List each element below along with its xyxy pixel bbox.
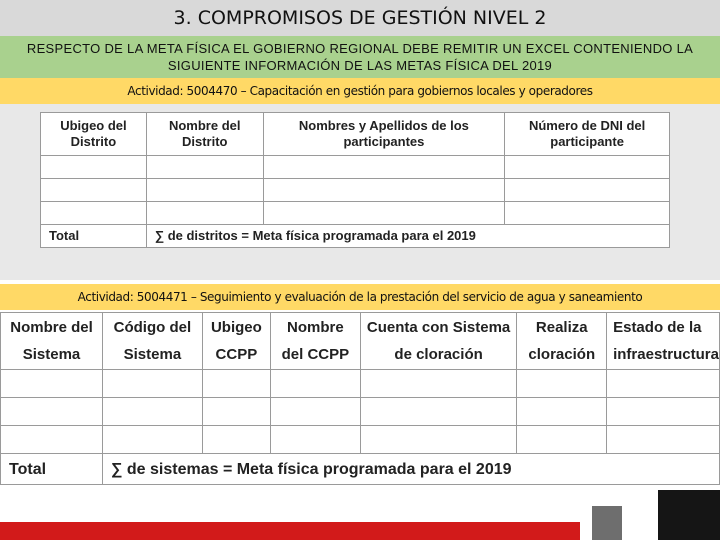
table-cell[interactable] — [41, 179, 147, 202]
table-cell[interactable] — [505, 156, 670, 179]
table-cell[interactable] — [517, 370, 607, 398]
total-row — [1, 454, 720, 485]
table-cell[interactable] — [41, 202, 147, 225]
column-header: Número de DNI del participante — [505, 113, 670, 156]
table-cell[interactable] — [103, 370, 203, 398]
column-header: Nombre del Distrito — [146, 113, 263, 156]
footer-black-block — [658, 490, 720, 540]
table-cell[interactable] — [271, 398, 361, 426]
column-header: Nombre del CCPP — [271, 313, 361, 370]
table-row — [41, 179, 670, 202]
table-cell[interactable] — [505, 179, 670, 202]
table-cell[interactable] — [607, 370, 720, 398]
activity2-label: Actividad: 5004471 – Seguimiento y evaluación de la prestación del servicio de agua y saneamiento — [77, 290, 643, 304]
total-row — [41, 225, 670, 248]
table-row — [1, 426, 720, 454]
column-header: Estado de la infraestructura — [607, 313, 720, 370]
table-cell[interactable] — [505, 202, 670, 225]
table-cell[interactable] — [41, 156, 147, 179]
column-header: Cuenta con Sistema de cloración — [360, 313, 517, 370]
table-header-row — [1, 313, 720, 370]
total-label: Total — [1, 454, 103, 485]
table-cell[interactable] — [103, 398, 203, 426]
table-cell[interactable] — [517, 426, 607, 454]
column-header: Ubigeo CCPP — [202, 313, 270, 370]
table-cell[interactable] — [360, 426, 517, 454]
table-header-row — [41, 113, 670, 156]
table-cell[interactable] — [1, 426, 103, 454]
table-cell[interactable] — [263, 156, 505, 179]
table-row — [1, 370, 720, 398]
table-cell[interactable] — [103, 426, 203, 454]
table-cell[interactable] — [607, 426, 720, 454]
column-header: Ubigeo del Distrito — [41, 113, 147, 156]
table-cell[interactable] — [263, 202, 505, 225]
column-header: Nombre del Sistema — [1, 313, 103, 370]
table-cell[interactable] — [607, 398, 720, 426]
table-cell[interactable] — [146, 179, 263, 202]
table-cell[interactable] — [263, 179, 505, 202]
slide-title — [0, 0, 720, 36]
table-row — [1, 398, 720, 426]
table-cell[interactable] — [202, 370, 270, 398]
table-cell[interactable] — [146, 202, 263, 225]
table-row — [41, 202, 670, 225]
slide-title-text: 3. COMPROMISOS DE GESTIÓN NIVEL 2 — [173, 7, 547, 29]
table-cell[interactable] — [1, 398, 103, 426]
activity1-banner — [0, 78, 720, 104]
intro-banner — [0, 36, 720, 78]
column-header: Nombres y Apellidos de los participantes — [263, 113, 505, 156]
table-cell[interactable] — [517, 398, 607, 426]
activity2-banner — [0, 284, 720, 310]
table-cell[interactable] — [271, 426, 361, 454]
total-label: Total — [41, 225, 147, 248]
intro-line-2: SIGUIENTE INFORMACIÓN DE LAS METAS FÍSICA DEL 2019 — [167, 58, 553, 73]
table-row — [41, 156, 670, 179]
table-cell[interactable] — [202, 426, 270, 454]
column-header: Realiza cloración — [517, 313, 607, 370]
footer-red-bar — [0, 522, 580, 540]
table-cell[interactable] — [202, 398, 270, 426]
table-cell[interactable] — [1, 370, 103, 398]
activity1-label: Actividad: 5004470 – Capacitación en gestión para gobiernos locales y operadores — [127, 84, 593, 98]
total-formula: ∑ de sistemas = Meta física programada para el 2019 — [103, 454, 720, 485]
intro-line-1: RESPECTO DE LA META FÍSICA EL GOBIERNO REGIONAL DEBE REMITIR UN EXCEL CONTENIENDO LA — [26, 41, 694, 56]
activity2-table — [0, 312, 720, 485]
table-cell[interactable] — [271, 370, 361, 398]
activity1-table — [40, 112, 670, 248]
total-formula: ∑ de distritos = Meta física programada para el 2019 — [146, 225, 669, 248]
column-header: Código del Sistema — [103, 313, 203, 370]
table-cell[interactable] — [146, 156, 263, 179]
table-cell[interactable] — [360, 398, 517, 426]
footer-gray-block — [592, 506, 622, 540]
table-cell[interactable] — [360, 370, 517, 398]
